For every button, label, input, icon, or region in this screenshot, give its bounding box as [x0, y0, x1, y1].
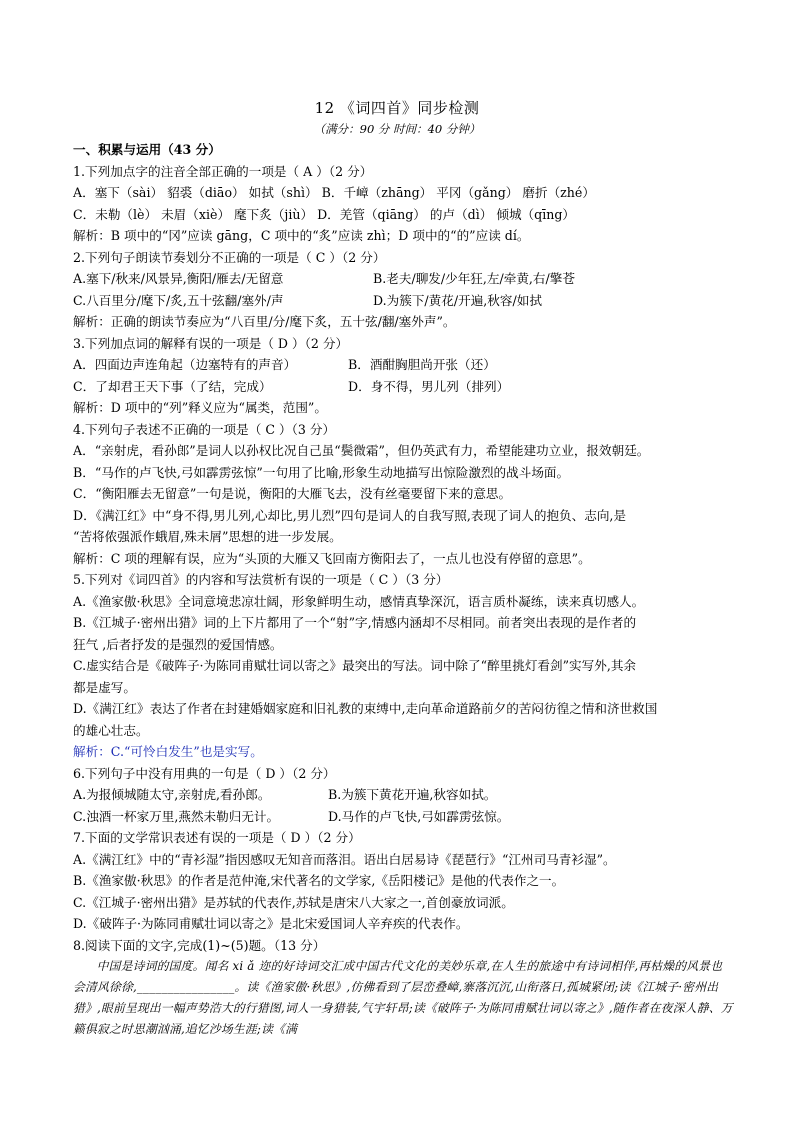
- option-c: C．了却君王天下事（了结，完成）: [73, 378, 272, 394]
- question-1: [73, 161, 733, 247]
- question-stem: 7.下面的文学常识表述有误的一项是（ D ）（2 分）: [73, 830, 361, 845]
- option-row: [73, 268, 733, 290]
- question-7: [73, 827, 733, 935]
- option-row: [73, 376, 733, 398]
- document-body: [73, 139, 733, 1040]
- question-5: [73, 569, 733, 763]
- option-c: C.虚实结合是《破阵子·为陈同甫赋壮词以寄之》最突出的写法。词中除了“醉里挑灯看剑”实写外,其余: [73, 658, 637, 673]
- option-b: B.为簇下黄花开遍,秋容如拭。: [328, 787, 497, 802]
- option-row: [73, 806, 733, 828]
- option-a: A．“亲射虎，看孙郎”是词人以孙权比况自己虽“鬓微霜”，但仍英武有力，希望能建功立业，报效朝廷。: [73, 443, 650, 458]
- option-b: B．“马作的卢飞快,弓如霹雳弦惊”一句用了比喻,形象生动地描写出惊险激烈的战斗场面。: [73, 464, 570, 480]
- option-b: B.《渔家傲·秋思》的作者是范仲淹,宋代著名的文学家,《岳阳楼记》是他的代表作之一。: [73, 873, 565, 888]
- question-stem: 3.下列加点词的解释有误的一项是（ D ）（2 分）: [73, 335, 349, 351]
- option-c: C.浊酒一杯家万里,燕然未勒归无计。: [73, 808, 280, 824]
- option-d: D．身不得，男儿列（排列）: [348, 378, 510, 394]
- question-6: [73, 763, 733, 828]
- option-d: D.《破阵子·为陈同甫赋壮词以寄之》是北宋爱国词人辛弃疾的代表作。: [73, 916, 469, 931]
- option-d: D．《满江红》中“身不得,男儿列,心却比,男儿烈”四句是词人的自我写照,表现了词人的抱负、志向,是: [73, 507, 627, 523]
- question-stem: 8.阅读下面的文字,完成(1)~(5)题。（13 分）: [73, 937, 326, 953]
- option-a: A.为报倾城随太守,亲射虎,看孙郎。: [73, 787, 271, 802]
- option-row: [73, 354, 733, 376]
- analysis-text: 解析：C.“可怜白发生”也是实写。: [73, 744, 263, 759]
- option-line: C．未勒（lè） 未眉（xiè） 麾下炙（jiù） D．羌管（qiāng） 的卢（dì） 倾城（qīng）: [73, 206, 576, 222]
- analysis-text: 解析：B 项中的“冈”应读 gāng，C 项中的“炙”应读 zhì；D 项中的“的”应读 dí。: [73, 228, 530, 243]
- question-8: [73, 935, 733, 1041]
- section-heading: 一、积累与运用（43 分）: [73, 142, 221, 157]
- option-d: D.为簇下/黄花/开遍,秋容/如拭: [373, 292, 542, 308]
- document-title: 12 《词四首》同步检测: [314, 99, 480, 117]
- question-stem: 2.下列句子朗读节奏划分不正确的一项是（ C ）（2 分）: [73, 249, 386, 265]
- option-d-continued: “苦将侬强派作蛾眉,殊未屑”思想的进一步发展。: [73, 529, 342, 544]
- option-b-continued: 狂气 ,后者抒发的是强烈的爱国情感。: [73, 636, 283, 652]
- option-line: A．塞下（sài） 貂裘（diāo） 如拭（shì） B．千嶂（zhāng） 平冈（gǎng） 磨折（zhé）: [73, 185, 595, 200]
- option-b: B．酒酣胸胆尚开张（还）: [348, 357, 496, 372]
- analysis-text: 解析：D 项中的“列”释义应为“属类，范围”。: [73, 400, 327, 415]
- option-b: B.《江城子·密州出猎》词的上下片都用了一个“射”字,情感内涵却不尽相同。前者突出表现的是作者的: [73, 615, 637, 630]
- question-stem: 4.下列句子表述不正确的一项是（ C ）（3 分）: [73, 421, 336, 437]
- option-row: [73, 784, 733, 806]
- question-2: [73, 247, 733, 333]
- option-c: C．“衡阳雁去无留意”一句是说，衡阳的大雁飞去，没有丝毫要留下来的意思。: [73, 486, 512, 501]
- option-a: A．四面边声连角起（边塞特有的声音）: [73, 357, 297, 372]
- option-a: A.《渔家傲·秋思》全词意境悲凉壮阔，形象鲜明生动，感情真挚深沉，语言质朴凝练，读来真切感人。: [73, 593, 645, 609]
- option-d: D.《满江红》表达了作者在封建婚姻家庭和旧礼教的束缚中,走向革命道路前夕的苦闷彷徨之情和济世救国: [73, 701, 658, 716]
- option-d-continued: 的雄心壮志。: [73, 722, 149, 738]
- option-c: C.八百里分/麾下/炙,五十弦翻/塞外/声: [73, 292, 284, 308]
- question-stem: 1.下列加点字的注音全部正确的一项是（ A ）（2 分）: [73, 163, 373, 179]
- question-stem: 5.下列对《词四首》的内容和写法赏析有误的一项是（ C ）（3 分）: [73, 572, 449, 587]
- option-a: A.塞下/秋来/风景异,衡阳/雁去/无留意: [73, 271, 284, 286]
- question-4: [73, 419, 733, 570]
- document-subtitle: （满分：90 分 时间：40 分钟）: [313, 122, 481, 136]
- reading-passage: 中国是诗词的国度。闻名 xi ǎ 迩的好诗词交汇成中国古代文化的美妙乐章,在人生的旅途中有诗词相伴,再枯燥的风景也会清风徐徐,________________。读《渔家傲·秋思》,仿佛看到了层峦叠嶂,寨落沉沉,山衔落日,孤城紧闭;读《江城子·密州出猎》,眼前呈现出一幅声势浩大的行猎图,词人一身猎装,气宇轩昂;读《破阵子·为陈同甫赋壮词以寄之》,随作者在夜深人静、万籁俱寂之时思潮汹涌,追忆沙场生涯;读《满: [73, 959, 733, 1036]
- option-a: A.《满江红》中的“青衫湿”指因感叹无知音而落泪。语出白居易诗《琵琶行》“江州司马青衫湿”。: [73, 851, 616, 867]
- option-row: [73, 290, 733, 312]
- analysis-text: 解析：正确的朗读节奏应为“八百里/分/麾下炙，五十弦/翻/塞外声”。: [73, 314, 456, 329]
- option-d: D.马作的卢飞快,弓如霹雳弦惊。: [328, 808, 510, 824]
- analysis-text: 解析：C 项的理解有误，应为“头顶的大雁又飞回南方衡阳去了，一点儿也没有停留的意思”。: [73, 550, 591, 566]
- question-stem: 6.下列句子中没有用典的一句是（ D ）（2 分）: [73, 765, 336, 781]
- option-c-continued: 都是虚写。: [73, 679, 136, 695]
- question-3: [73, 333, 733, 419]
- option-b: B.老夫/聊发/少年狂,左/牵黄,右/擎苍: [373, 271, 575, 286]
- option-c: C.《江城子·密州出猎》是苏轼的代表作,苏轼是唐宋八大家之一,首创豪放词派。: [73, 894, 514, 910]
